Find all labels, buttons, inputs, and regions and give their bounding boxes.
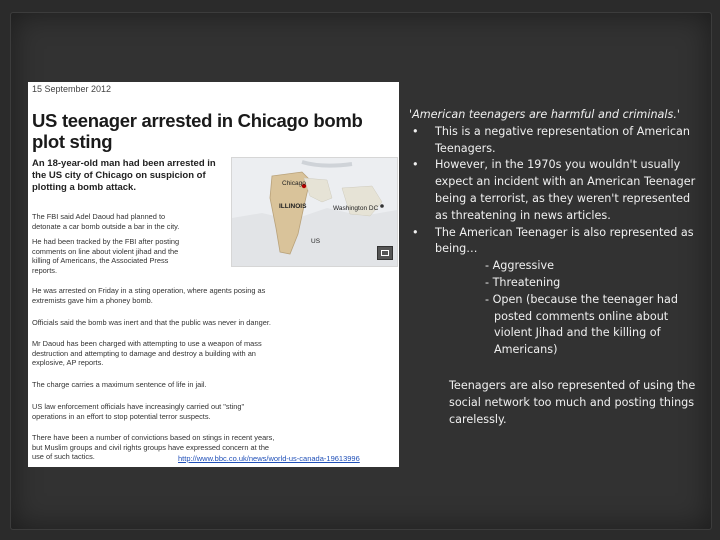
article-paragraph: He had been tracked by the FBI after posting bbox=[32, 237, 180, 246]
article-paragraph: explosive, AP reports. bbox=[32, 358, 104, 368]
article-lede: An 18-year-old man had been arrested in the US city of Chicago on suspicion of plotting a bomb attack. bbox=[32, 158, 216, 193]
bullet-mark: • bbox=[412, 158, 419, 172]
map-illustration bbox=[232, 158, 397, 266]
bullet-item bbox=[409, 225, 704, 259]
article-paragraph: There have been a number of convictions based on stings in recent years, bbox=[32, 433, 275, 442]
article-paragraph: detonate a car bomb outside a bar in the city. bbox=[32, 221, 180, 231]
map-label-illinois: ILLINOIS bbox=[279, 203, 307, 210]
article-paragraph: operations in an effort to stop potential terror suspects. bbox=[32, 411, 211, 421]
bullet-line: The American Teenager is also represented as bbox=[435, 225, 694, 239]
bullet-mark: • bbox=[412, 124, 419, 138]
bullet-line: This is a negative representation of American bbox=[435, 124, 690, 138]
source-url-link[interactable]: http://www.bbc.co.uk/news/world-us-canada-19613996 bbox=[178, 454, 360, 463]
article-paragraph: comments on line about violent jihad and the bbox=[32, 246, 179, 256]
article-paragraph: Officials said the bomb was inert and that the public was never in danger. bbox=[32, 318, 271, 327]
bullet-line: being a terrorist, as they weren't represented bbox=[435, 191, 691, 205]
map-label-us: US bbox=[311, 238, 321, 245]
trait-continuation: violent Jihad and the killing of bbox=[494, 326, 661, 340]
map-expand-icon[interactable] bbox=[377, 246, 393, 260]
article-headline: US teenager arrested in Chicago bomb plot sting bbox=[32, 110, 363, 152]
closing-paragraph bbox=[449, 377, 707, 428]
closing-line: social network too much and posting things bbox=[449, 396, 695, 409]
article-paragraph: extremists gave him a phoney bomb. bbox=[32, 295, 153, 305]
article-date: 15 September 2012 bbox=[32, 84, 112, 94]
article-paragraph: Mr Daoud has been charged with attempting to use a weapon of mass bbox=[32, 339, 262, 348]
trait-item: - Open (because the teenager had bbox=[485, 292, 678, 306]
article-paragraph: but Muslim groups and civil rights groups have expressed concern at the bbox=[32, 442, 270, 452]
article-paragraph: He was arrested on Friday in a sting operation, where agents posing as bbox=[32, 286, 266, 295]
article-paragraph: The FBI said Adel Daoud had planned to bbox=[32, 212, 166, 221]
bullet-line: However, in the 1970s you wouldn't usually bbox=[435, 158, 681, 172]
article-map bbox=[231, 157, 398, 267]
trait-continuation: Americans) bbox=[494, 343, 558, 357]
closing-line: Teenagers are also represented of using the bbox=[449, 379, 696, 392]
trait-item: - Threatening bbox=[485, 275, 561, 289]
article-paragraph: reports. bbox=[32, 265, 58, 275]
trait-continuation: posted comments online about bbox=[494, 309, 669, 323]
trait-item: - Aggressive bbox=[485, 259, 554, 273]
article-paragraph: destruction and attempting to damage and destroy a building with an bbox=[32, 348, 256, 358]
closing-line: carelessly. bbox=[449, 413, 507, 426]
map-label-washington: Washington DC bbox=[333, 205, 379, 212]
bullet-line: as threatening in news articles. bbox=[435, 208, 611, 222]
bullet-line: being… bbox=[435, 242, 478, 256]
article-paragraph: use of such tactics. bbox=[32, 452, 95, 462]
commentary-quote: 'American teenagers are harmful and criminals.' bbox=[409, 108, 680, 121]
bullet-line: expect an incident with an American Teenager bbox=[435, 175, 696, 189]
news-article-clipping bbox=[28, 82, 399, 467]
commentary-bullets bbox=[409, 124, 704, 258]
map-label-chicago: Chicago bbox=[282, 180, 306, 187]
bullet-mark: • bbox=[412, 225, 419, 239]
bullet-item bbox=[409, 124, 704, 158]
commentary-panel bbox=[409, 107, 704, 359]
article-paragraph: The charge carries a maximum sentence of life in jail. bbox=[32, 380, 207, 389]
article-paragraph: killing of Americans, the Associated Press bbox=[32, 256, 169, 266]
article-paragraph: US law enforcement officials have increasingly carried out "sting" bbox=[32, 402, 245, 411]
bullet-item bbox=[409, 157, 704, 224]
bullet-line: Teenagers. bbox=[435, 141, 496, 155]
